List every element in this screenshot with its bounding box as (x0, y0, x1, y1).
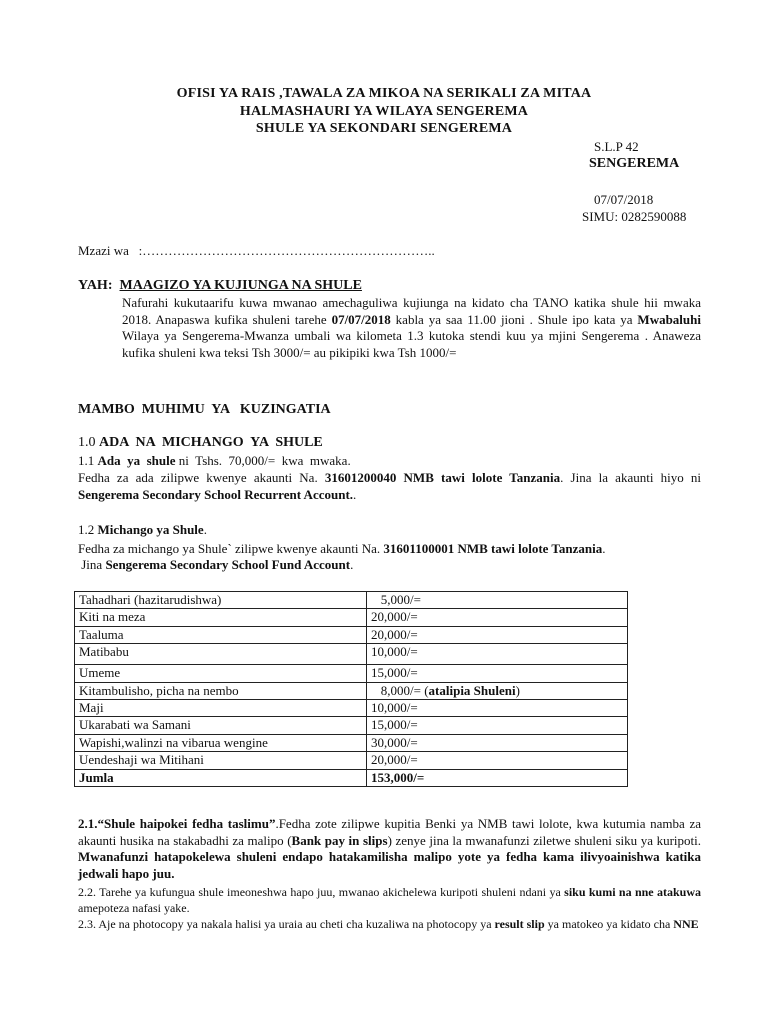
section-1-2-dot: . (203, 522, 207, 537)
subject-title: MAAGIZO YA KUJIUNGA NA SHULE (119, 278, 362, 293)
fee-item: Umeme (75, 665, 367, 682)
table-row (75, 626, 628, 643)
total-amount: 153,000/= (367, 769, 628, 786)
section-2-2-paragraph (78, 884, 701, 916)
fee-amount-with-note (367, 682, 628, 699)
fee-amount: 5,000/= (367, 592, 628, 609)
fee-item: Wapishi,walinzi na vibarua wengine (75, 734, 367, 751)
intro-text-1: Nafurahi kukutaarifu kuwa mwanao amechaguliwa kujiunga na kidato cha TANO katika shule hii mwaka 2018. Anapaswa kufika shuleni tarehe (122, 295, 701, 327)
total-label: Jumla (75, 769, 367, 786)
section-1-number: 1.0 (78, 435, 96, 450)
s22-bold: siku kumi na nne atakuwa (564, 885, 701, 899)
section-1-2-label: Michango ya Shule (97, 522, 204, 537)
header-line-3: SHULE YA SEKONDARI SENGEREMA (255, 121, 513, 136)
table-row (75, 609, 628, 626)
table-row (75, 717, 628, 734)
fee-item: Kiti na meza (75, 609, 367, 626)
s21-warning: Mwanafunzi hatapokelewa shuleni endapo hatakamilisha malipo yote ya fedha kama ilivyoainishwa katika jedwali hapo juu. (78, 849, 701, 881)
fund-account-name: Sengerema Secondary School Fund Account (105, 557, 351, 572)
fee-amount: 10,000/= (367, 699, 628, 716)
fee-item: Ukarabati wa Samani (75, 717, 367, 734)
section-2-1-lead: 2.1.“Shule haipokei fedha taslimu” (78, 816, 276, 831)
report-date: 07/07/2018 (331, 311, 391, 327)
fee-amount: 20,000/= (367, 609, 628, 626)
po-box: S.L.P 42 (594, 139, 639, 154)
fee-item: Taaluma (75, 626, 367, 643)
s21-text-1: .Fedha zote zilipwe kupitia Benki ya NMB tawi lolote, kwa kutumia namba za akaunti husika na stakabadhi za malipo ( (78, 816, 701, 848)
table-row (75, 682, 628, 699)
town: SENGEREMA (589, 156, 680, 171)
s23-text-2: ya matokeo ya kidato cha (544, 917, 674, 931)
fee-amount: 20,000/= (367, 752, 628, 769)
phone: SIMU: 0282590088 (582, 209, 687, 224)
s12-text-1: Fedha za michango ya Shule` zilipwe kwenye akaunti Na. (78, 541, 384, 556)
section-1-1-number: 1.1 (78, 453, 95, 468)
s11-text-2: . Jina la akaunti hiyo ni (560, 470, 701, 485)
recipient-label: Mzazi wa (78, 243, 129, 258)
s11-text-1: Fedha za ada zilipwe kwenye akaunti Na. (78, 470, 325, 485)
s12-text-4: . (350, 557, 354, 572)
table-row (75, 665, 628, 682)
fee-note-close: ) (515, 682, 520, 698)
s21-text-2: ) zenye jina la mwanafunzi ziletwe shuleni siku ya kuripoti. (387, 832, 701, 848)
s22-text-1: 2.2. Tarehe ya kufungua shule imeoneshwa hapo juu, mwanao akichelewa kuripoti shuleni ndani ya (78, 885, 565, 899)
section-1-2-line (78, 522, 207, 538)
form-four-term: NNE (673, 917, 699, 931)
intro-paragraph (122, 295, 701, 361)
s23-text-1: 2.3. Aje na photocopy ya nakala halisi ya uraia au cheti cha kuzaliwa na photocopy ya (78, 917, 495, 931)
fee-amount: 30,000/= (367, 734, 628, 751)
intro-text-2: kabla ya saa 11.00 jioni . Shule ipo kata ya (390, 311, 638, 327)
recipient-dots: :………………………………………………………….. (138, 243, 435, 258)
table-row-total (75, 769, 628, 786)
fee-note: atalipia Shuleni (428, 682, 516, 698)
letter-date: 07/07/2018 (594, 192, 654, 207)
section-1-2-paragraph (78, 540, 701, 557)
section-1-1-paragraph (78, 470, 701, 503)
fee-item: Maji (75, 699, 367, 716)
s12-text-3: Jina (78, 557, 106, 572)
section-1-1-label: Ada ya shule (97, 453, 176, 468)
important-heading: MAMBO MUHIMU YA KUZINGATIA (78, 402, 331, 417)
fee-item: Uendeshaji wa Mitihani (75, 752, 367, 769)
s12-text-2: . (602, 541, 606, 556)
section-1-heading (78, 435, 323, 451)
bank-slip-term: Bank pay in slips (291, 832, 388, 848)
section-1-2-account-line (78, 557, 353, 573)
s22-text-2: amepoteza nafasi yake. (78, 901, 190, 915)
table-row (75, 752, 628, 769)
section-1-1-text: ni Tshs. 70,000/= kwa mwaka. (175, 453, 351, 468)
section-1-title: ADA NA MICHANGO YA SHULE (99, 435, 323, 450)
header-line-1: OFISI YA RAIS ,TAWALA ZA MIKOA NA SERIKALI ZA MITAA (176, 86, 592, 101)
header-line-2: HALMASHAURI YA WILAYA SENGEREMA (239, 104, 529, 119)
recurrent-account-number: 31601200040 NMB tawi lolote Tanzania (324, 470, 561, 485)
section-1-2-number: 1.2 (78, 522, 95, 537)
fee-amount: 15,000/= (367, 717, 628, 734)
fund-account-number: 31601100001 NMB tawi lolote Tanzania (383, 541, 603, 556)
fee-item: Tahadhari (hazitarudishwa) (75, 592, 367, 609)
fees-table (74, 591, 628, 787)
fee-item: Matibabu (75, 644, 367, 665)
table-row (75, 734, 628, 751)
fee-item: Kitambulisho, picha na nembo (75, 682, 367, 699)
recurrent-account-name: Sengerema Secondary School Recurrent Account. (78, 486, 354, 502)
section-2-1-paragraph (78, 816, 701, 882)
recipient-line (78, 243, 435, 259)
fee-amount: 8,000/= ( (371, 682, 429, 698)
section-1-1-line (78, 453, 351, 469)
table-row (75, 644, 628, 665)
table-row (75, 592, 628, 609)
fee-amount: 20,000/= (367, 626, 628, 643)
section-2-3-paragraph (78, 916, 701, 933)
subject-line (78, 278, 362, 294)
result-slip-term: result slip (494, 917, 545, 931)
ward-name: Mwabaluhi (637, 311, 701, 327)
intro-text-3: Wilaya ya Sengerema-Mwanza umbali wa kilometa 1.3 kutoka stendi kuu ya mjini Sengerema . Anaweza kufika shuleni kwa teksi Tsh 3000/= au pikipiki kwa Tsh 1000/= (122, 328, 701, 360)
fee-amount: 10,000/= (367, 644, 628, 665)
s11-text-3: . (353, 486, 357, 502)
subject-label: YAH: (78, 278, 113, 293)
table-row (75, 699, 628, 716)
fee-amount: 15,000/= (367, 665, 628, 682)
